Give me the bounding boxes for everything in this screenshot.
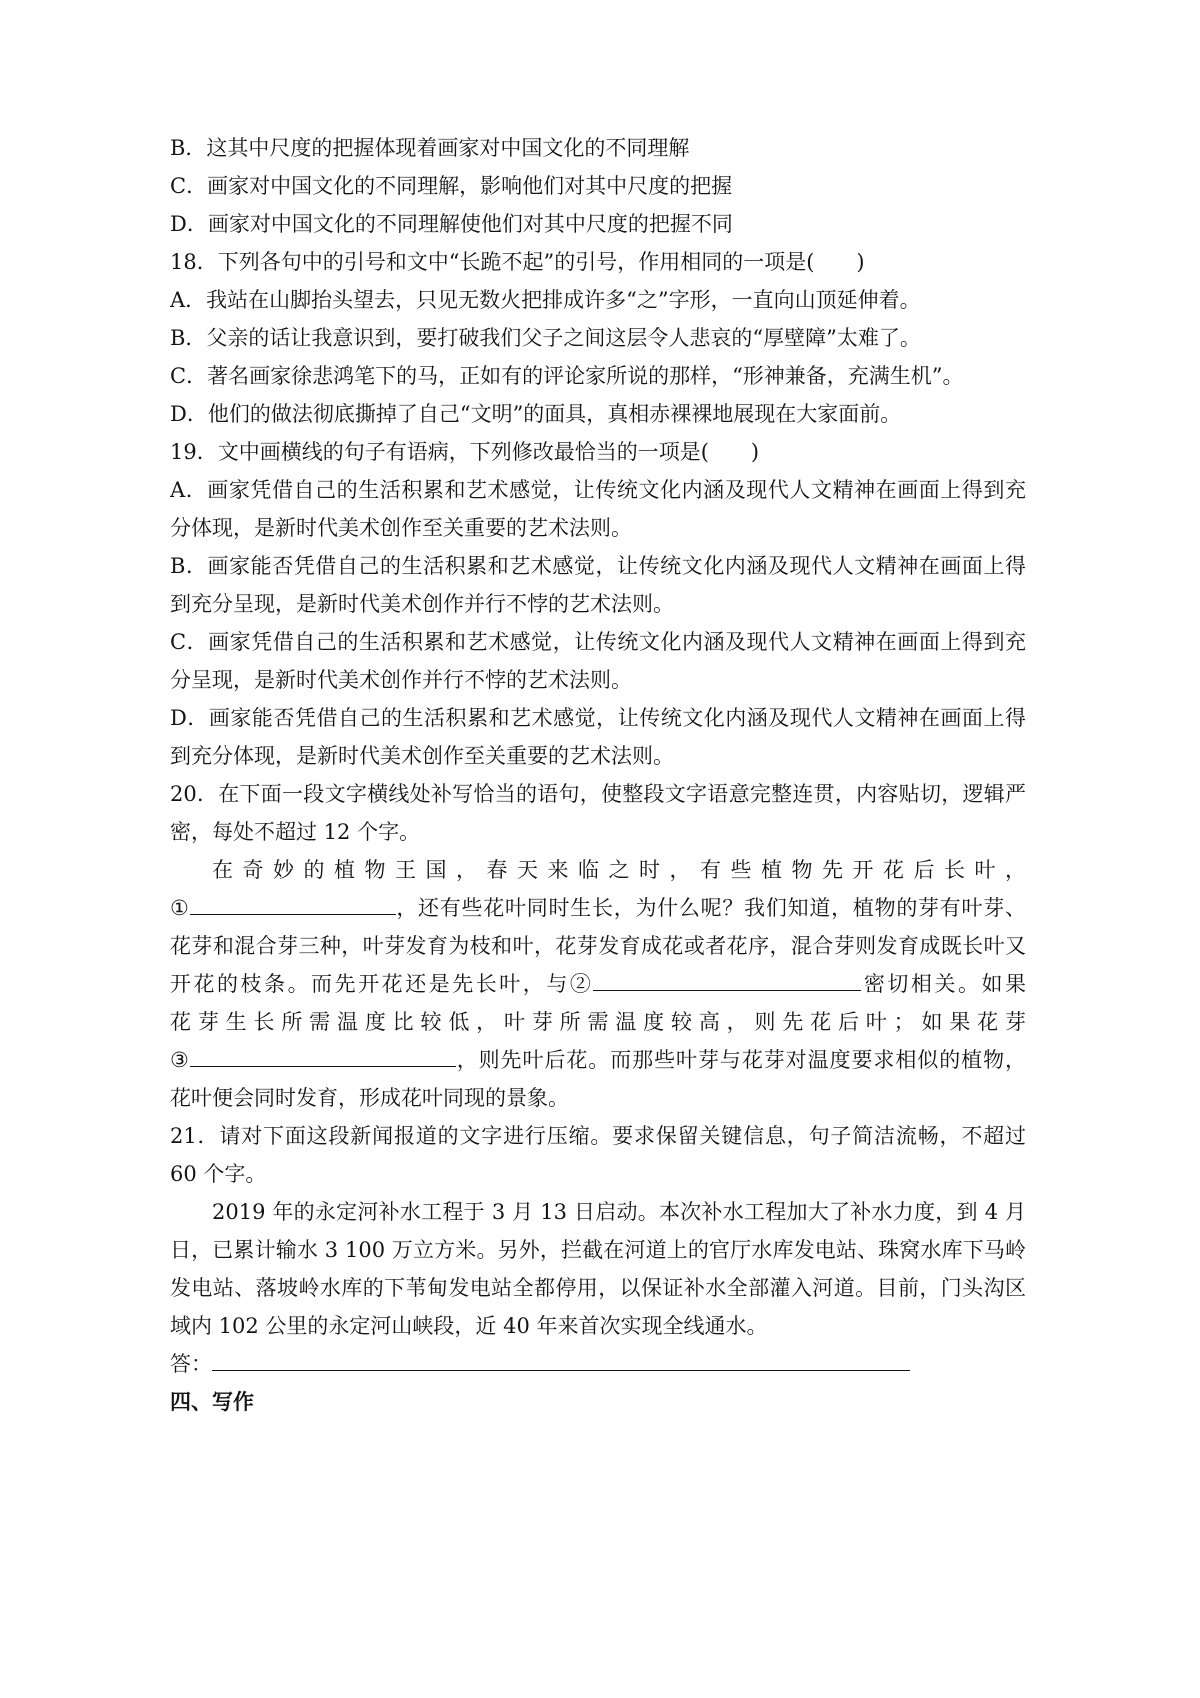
q20-passage-line5: 花芽生长所需温度比较低，叶芽所需温度较高，则先花后叶；如果花芽 [170,1010,1026,1034]
q21-answer-blank [212,1350,910,1371]
q17-option-d: D．画家对中国文化的不同理解使他们对其中尺度的把握不同 [170,212,733,236]
q20-passage-line1: 在奇妙的植物王国，春天来临之时，有些植物先开花后长叶， [212,858,1026,882]
q21-stem-line2: 60 个字。 [170,1162,267,1186]
q20-answer-blank-1 [190,894,396,915]
q19-option-a-line2: 分体现，是新时代美术创作至关重要的艺术法则。 [170,516,632,540]
q20-answer-blank-2 [593,970,861,991]
q20-passage-line2 [170,889,1026,927]
q19-option-c-line1: C．画家凭借自己的生活积累和艺术感觉，让传统文化内涵及现代人文精神在画面上得到充 [170,630,1026,654]
q20-passage-line4-suffix: 密切相关。如果 [861,972,1026,996]
q20-passage-line4 [170,965,1026,1003]
page-content [170,129,1026,1421]
q21-stem-line1: 21．请对下面这段新闻报道的文字进行压缩。要求保留关键信息，句子简洁流畅，不超过 [170,1124,1026,1148]
q17-option-c: C．画家对中国文化的不同理解，影响他们对其中尺度的把握 [170,174,733,198]
q20-passage-line6-prefix: ③ [170,1048,190,1072]
q20-stem-line1: 20．在下面一段文字横线处补写恰当的语句，使整段文字语意完整连贯，内容贴切，逻辑严 [170,782,1026,806]
q20-stem-line2: 密，每处不超过 12 个字。 [170,820,421,844]
q20-passage-line6 [170,1041,1026,1079]
q18-option-a: A．我站在山脚抬头望去，只见无数火把排成许多“之”字形，一直向山顶延伸着。 [170,288,921,312]
q21-news-line1: 2019 年的永定河补水工程于 3 月 13 日启动。本次补水工程加大了补水力度，到 4 月 [212,1200,1026,1224]
q21-news-line4: 域内 102 公里的永定河山峡段，近 40 年来首次实现全线通水。 [170,1314,768,1338]
q19-stem: 19．文中画横线的句子有语病，下列修改最恰当的一项是( ) [170,440,760,464]
q19-option-b-line2: 到充分呈现，是新时代美术创作并行不悖的艺术法则。 [170,592,674,616]
q18-option-b: B．父亲的话让我意识到，要打破我们父子之间这层令人悲哀的“厚壁障”太难了。 [170,326,921,350]
q21-answer-line [170,1345,1026,1383]
q21-news-line2: 日，已累计输水 3 100 万立方米。另外，拦截在河道上的官厅水库发电站、珠窝水库下马岭 [170,1238,1026,1262]
q21-news-line3: 发电站、落坡岭水库的下苇甸发电站全都停用，以保证补水全部灌入河道。目前，门头沟区 [170,1276,1026,1300]
q19-option-d-line1: D．画家能否凭借自己的生活积累和艺术感觉，让传统文化内涵及现代人文精神在画面上得 [170,706,1026,730]
q21-answer-label: 答： [170,1352,212,1376]
q17-option-b: B．这其中尺度的把握体现着画家对中国文化的不同理解 [170,136,690,160]
q19-option-a-line1: A．画家凭借自己的生活积累和艺术感觉，让传统文化内涵及现代人文精神在画面上得到充 [170,478,1026,502]
q20-passage-line2-prefix: ① [170,896,190,920]
q20-answer-blank-3 [190,1046,456,1067]
q18-option-d: D．他们的做法彻底撕掉了自己“文明”的面具，真相赤裸裸地展现在大家面前。 [170,402,902,426]
q20-passage-line7: 花叶便会同时发育，形成花叶同现的景象。 [170,1086,569,1110]
q20-passage-line4-prefix: 开花的枝条。而先开花还是先长叶，与② [170,972,594,996]
q20-passage-line3: 花芽和混合芽三种，叶芽发育为枝和叶，花芽发育成花或者花序，混合芽则发育成既长叶又 [170,934,1026,958]
q18-stem: 18．下列各句中的引号和文中“长跪不起”的引号，作用相同的一项是( ) [170,250,865,274]
q18-option-c: C．著名画家徐悲鸿笔下的马，正如有的评论家所说的那样，“形神兼备，充满生机”。 [170,364,964,388]
q20-passage-line6-suffix: ，则先叶后花。而那些叶芽与花芽对温度要求相似的植物， [455,1048,1026,1072]
section-writing-title: 四、写作 [170,1390,254,1414]
q19-option-d-line2: 到充分体现，是新时代美术创作至关重要的艺术法则。 [170,744,674,768]
q20-passage-line2-suffix: ，还有些花叶同时生长，为什么呢？我们知道，植物的芽有叶芽、 [395,896,1026,920]
q19-option-b-line1: B．画家能否凭借自己的生活积累和艺术感觉，让传统文化内涵及现代人文精神在画面上得 [170,554,1026,578]
q19-option-c-line2: 分呈现，是新时代美术创作并行不悖的艺术法则。 [170,668,632,692]
